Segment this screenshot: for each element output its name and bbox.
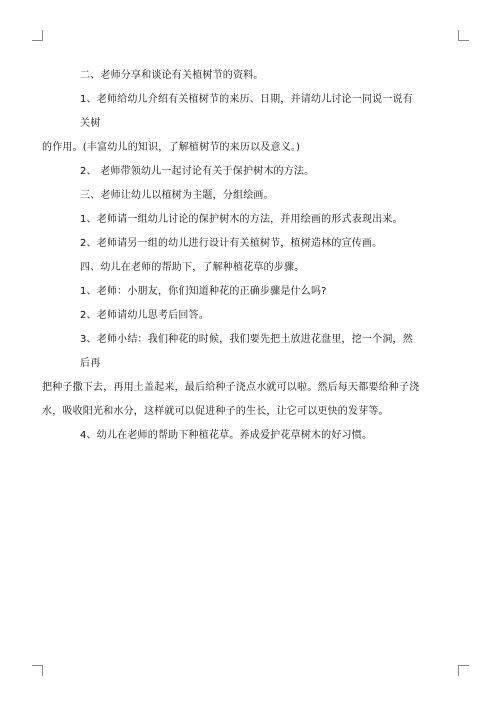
- paragraph-line: 1、老师请一组幼儿讨论的保护树木的方法，并用绘画的形式表现出来。: [80, 214, 403, 225]
- paragraph: [80, 208, 420, 232]
- paragraph-line: 2、老师请另一组的幼儿进行设计有关植树节，植树造林的宣传画。: [80, 238, 383, 249]
- paragraph-line: 1、老师：小朋友，你们知道种花的正确步骤是什么吗?: [80, 286, 327, 297]
- paragraph: [80, 184, 420, 208]
- paragraph: [42, 328, 420, 424]
- paragraph-line: 3、老师小结：我们种花的时候，我们要先把土放进花盘里，挖一个洞，然后再: [80, 334, 413, 369]
- paragraph-continuation-line: 把种子撒下去，再用土盖起来，最后给种子浇点水就可以啦。然后每天都要给种子浇: [42, 382, 420, 393]
- paragraph-line: 三、老师让幼儿以植树为主题，分组绘画。: [80, 190, 274, 201]
- paragraph: [80, 160, 420, 184]
- crop-mark-bottom-left: [32, 665, 43, 676]
- paragraph: [80, 304, 420, 328]
- paragraph-continuation-line: 水，吸收阳光和水分，这样就可以促进种子的生长，让它可以更快的发芽等。: [42, 406, 389, 417]
- crop-mark-top-left: [32, 30, 43, 41]
- crop-mark-bottom-right: [458, 665, 469, 676]
- paragraph-line: 四、幼儿在老师的帮助下，了解种植花草的步骤。: [80, 262, 305, 273]
- paragraph-line: 4、幼儿在老师的帮助下种植花草。养成爱护花草树木的好习惯。: [80, 430, 373, 441]
- paragraph-line: 2、老师请幼儿思考后回答。: [80, 310, 209, 321]
- paragraph: [80, 280, 420, 304]
- paragraph-line: 二、老师分享和谈论有关植树节的资料。: [80, 70, 264, 81]
- paragraph: [80, 424, 420, 448]
- document-body: [42, 64, 420, 448]
- crop-mark-top-right: [458, 30, 469, 41]
- paragraph: [80, 64, 420, 88]
- paragraph-line: 2、 老师带领幼儿一起讨论有关于保护树木的方法。: [80, 166, 315, 177]
- paragraph: [80, 232, 420, 256]
- paragraph-continuation-line: 的作用。(丰富幼儿的知识，了解植树节的来历以及意义。): [42, 142, 301, 153]
- paragraph-line: 1、老师给幼儿介绍有关植树节的来历、日期，并请幼儿讨论一同说一说有关树: [80, 94, 413, 129]
- paragraph: [42, 88, 420, 160]
- paragraph: [80, 256, 420, 280]
